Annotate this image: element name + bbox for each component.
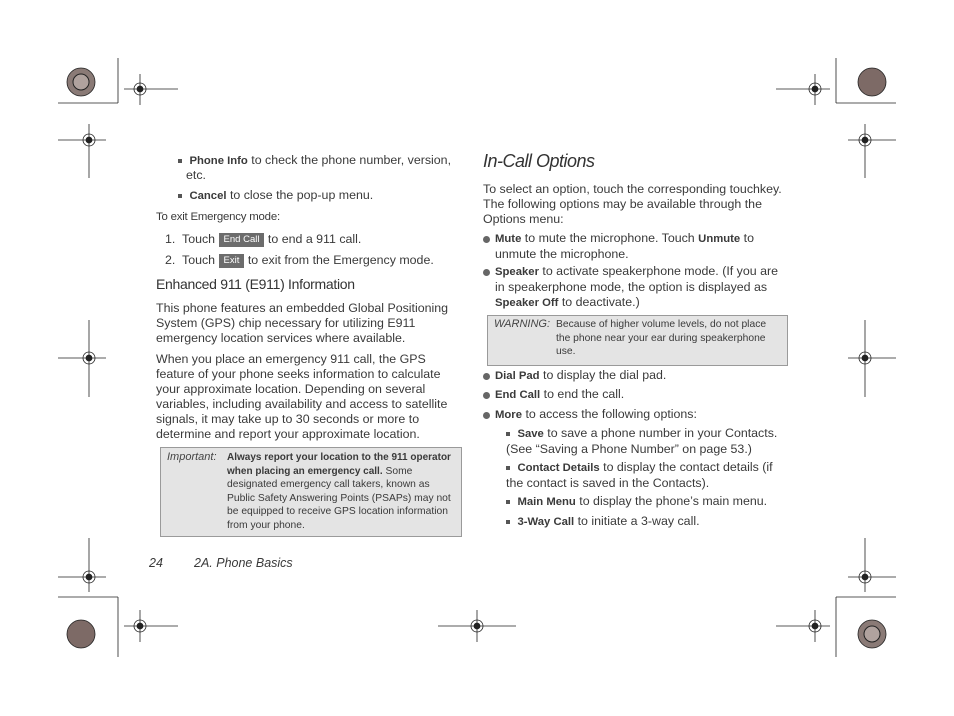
crosshair-mark bbox=[58, 124, 106, 178]
important-label: Important: bbox=[167, 451, 217, 463]
option-more: More to access the following options: bbox=[495, 407, 697, 421]
exit-key: Exit bbox=[219, 254, 245, 268]
e911-subheading: Enhanced 911 (E911) Information bbox=[156, 276, 355, 292]
bullet-dot bbox=[483, 412, 490, 419]
option-speaker: Speaker to activate speakerphone mode. (If you are in speakerphone mode, the option is displayed as Speaker Off to deactivate.) bbox=[495, 264, 778, 309]
option-end-call: End Call to end the call. bbox=[495, 387, 625, 401]
in-call-intro: To select an option, touch the corresponding touchkey. The following options may be available through the Options menu: bbox=[483, 182, 782, 226]
bullet-dot bbox=[483, 269, 490, 276]
crosshair-mark bbox=[848, 538, 896, 592]
in-call-options-heading: In-Call Options bbox=[483, 151, 595, 171]
bullet-phone-info-continued: etc. bbox=[186, 168, 206, 182]
section-name: 2A. Phone Basics bbox=[194, 556, 293, 570]
bullet-dot bbox=[483, 392, 490, 399]
option-mute: Mute to mute the microphone. Touch Unmute to unmute the microphone. bbox=[495, 231, 754, 261]
option-dial-pad: Dial Pad to display the dial pad. bbox=[495, 368, 667, 382]
crosshair-mark bbox=[848, 124, 896, 178]
warning-text: Because of higher volume levels, do not place the phone near your ear during speakerphone use. bbox=[556, 319, 767, 357]
bullet-dot bbox=[483, 236, 490, 243]
crosshair-mark bbox=[776, 610, 830, 642]
starburst-mark-top-left bbox=[67, 68, 95, 96]
crosshair-mark bbox=[848, 320, 896, 397]
important-text: Always report your location to the 911 operator when placing an emergency call. Some designated emergency call takers, known as Public Safety Answering Points (PSAPs) may not be equipped to receive GPS location information from your phone. bbox=[227, 452, 451, 531]
starburst-mark-bottom-right bbox=[858, 620, 886, 648]
crosshair-mark bbox=[438, 610, 516, 642]
bullet-cancel: Cancel to close the pop-up menu. bbox=[178, 188, 468, 204]
step-2: 2. Touch Exit to exit from the Emergency mode. bbox=[165, 253, 434, 267]
bullet-phone-info: Phone Info to check the phone number, version, bbox=[178, 153, 468, 169]
crosshair-mark bbox=[124, 610, 178, 642]
emergency-call-paragraph: When you place an emergency 911 call, the GPS feature of your phone seeks information to calculate your approximate location. Depending on several variables, including availability and access to satellite signals, it may take up to 30 seconds or more to determine and report your approximate location. bbox=[156, 352, 448, 441]
exit-intro: To exit Emergency mode: bbox=[156, 211, 280, 223]
sub-option-main-menu: Main Menu to display the phone’s main menu. bbox=[506, 494, 791, 510]
warning-note-box bbox=[487, 315, 788, 366]
end-call-key: End Call bbox=[219, 233, 265, 247]
sub-option-contact-details: Contact Details to display the contact details (if the contact is saved in the Contacts). bbox=[506, 460, 791, 491]
sub-option-save: Save to save a phone number in your Contacts. (See “Saving a Phone Number” on page 53.) bbox=[506, 426, 791, 457]
sub-option-3-way-call: 3-Way Call to initiate a 3-way call. bbox=[506, 514, 791, 530]
bullet-dot bbox=[483, 373, 490, 380]
page-number: 24 bbox=[149, 556, 163, 570]
starburst-mark-bottom-left bbox=[67, 620, 95, 648]
crosshair-mark bbox=[776, 74, 830, 105]
crosshair-mark bbox=[124, 74, 178, 105]
warning-label: WARNING: bbox=[494, 318, 551, 330]
important-note-box bbox=[160, 447, 462, 537]
gps-paragraph: This phone features an embedded Global Positioning System (GPS) chip necessary for utilizing E911 emergency location services where available. bbox=[156, 301, 449, 345]
crosshair-mark bbox=[58, 320, 106, 397]
crosshair-mark bbox=[58, 538, 106, 592]
step-1: 1. Touch End Call to end a 911 call. bbox=[165, 232, 362, 246]
starburst-mark-top-right bbox=[858, 68, 886, 96]
